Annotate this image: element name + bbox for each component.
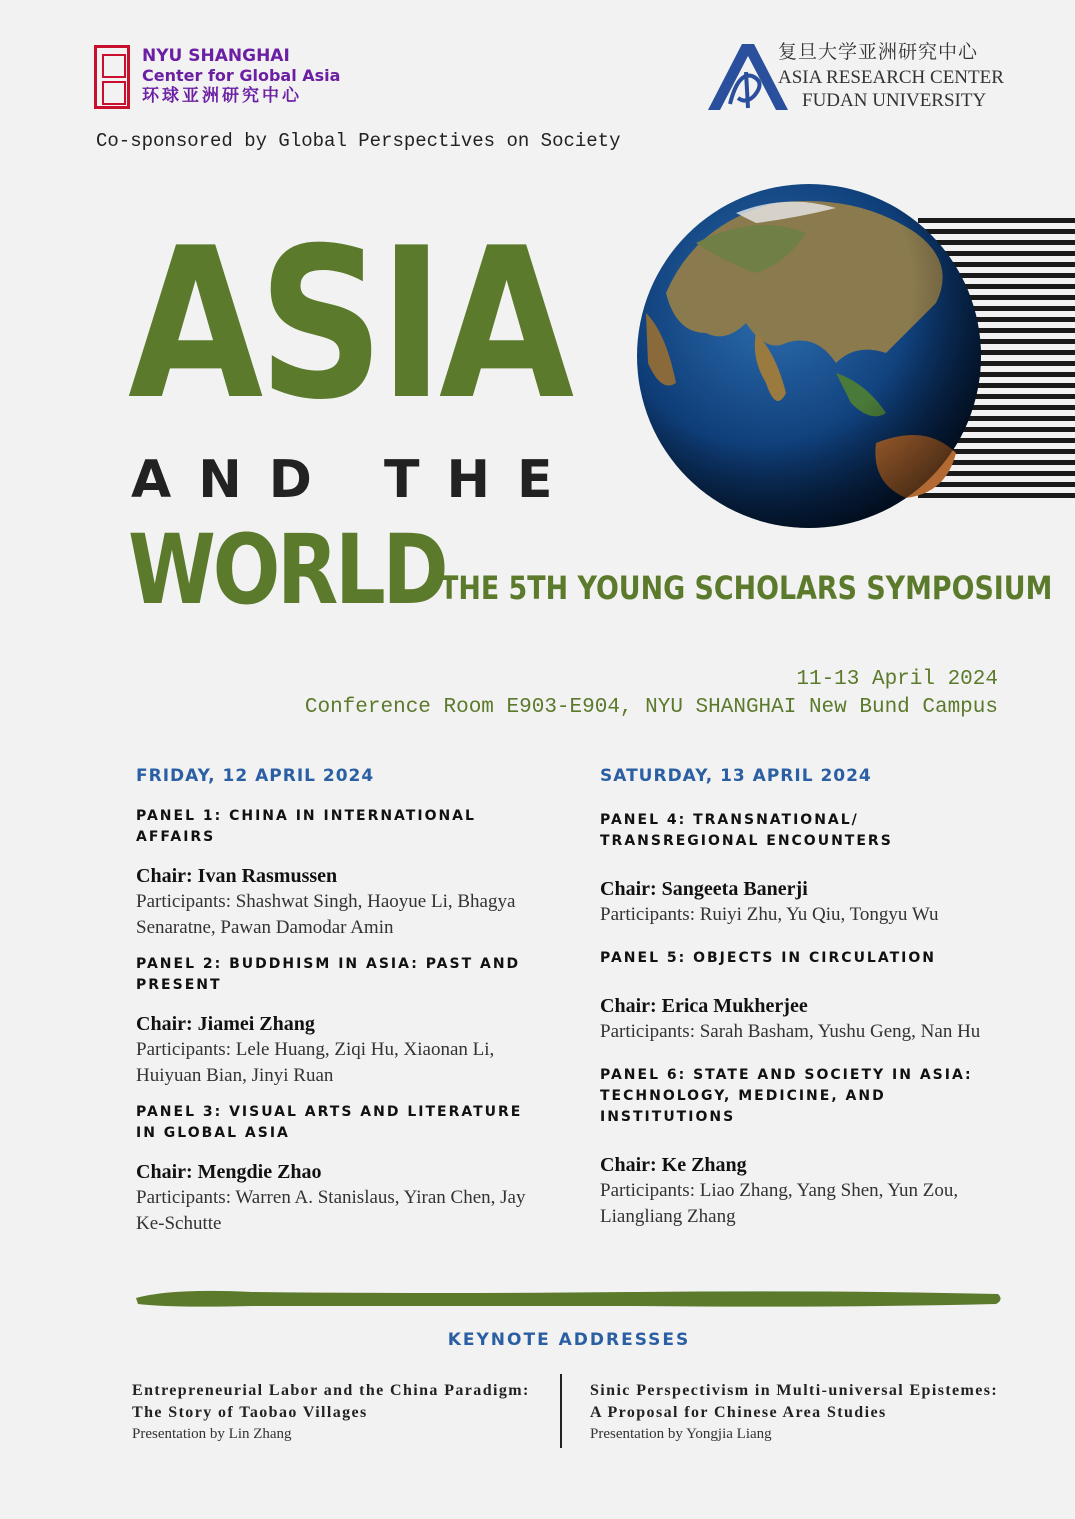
panel-title: PANEL 5: OBJECTS IN CIRCULATION bbox=[600, 950, 936, 966]
panel-chair: Chair: Sangeeta Banerji bbox=[600, 878, 808, 900]
panel-chair: Chair: Erica Mukherjee bbox=[600, 995, 808, 1017]
panel-title: PANEL 3: VISUAL ARTS AND LITERATURE IN GLOBAL ASIA bbox=[136, 1104, 523, 1141]
friday-schedule bbox=[136, 766, 536, 1237]
event-dates: 11-13 April 2024 bbox=[796, 668, 998, 691]
panel-participants: Participants: Shashwat Singh, Haoyue Li, Bhagya Senaratne, Pawan Damodar Amin bbox=[136, 891, 516, 938]
keynote-heading: KEYNOTE ADDRESSES bbox=[447, 1330, 691, 1350]
panel-title: PANEL 1: CHINA IN INTERNATIONAL AFFAIRS bbox=[136, 808, 476, 845]
symposium-subtitle: THE 5TH YOUNG SCHOLARS SYMPOSIUM bbox=[440, 569, 1053, 607]
friday-heading: FRIDAY, 12 APRIL 2024 bbox=[136, 766, 375, 786]
panel-chair: Chair: Mengdie Zhao bbox=[136, 1161, 322, 1183]
saturday-schedule bbox=[600, 766, 1000, 1230]
nyu-name: NYU SHANGHAI bbox=[142, 46, 290, 66]
saturday-heading: SATURDAY, 13 APRIL 2024 bbox=[600, 766, 872, 786]
panel-participants: Participants: Sarah Basham, Yushu Geng, Nan Hu bbox=[600, 1021, 981, 1042]
brush-stroke-divider bbox=[132, 1282, 1004, 1312]
earth-globe-image bbox=[636, 183, 982, 529]
fudan-chinese-name: 复旦大学亚洲研究中心 bbox=[778, 42, 979, 63]
keynote-item bbox=[590, 1380, 1010, 1444]
keynote-presenter: Presentation by Yongjia Liang bbox=[590, 1426, 772, 1442]
event-venue: Conference Room E903-E904, NYU SHANGHAI New Bund Campus bbox=[304, 696, 998, 719]
panel-title: PANEL 4: TRANSNATIONAL/ TRANSREGIONAL ENCOUNTERS bbox=[600, 812, 893, 849]
title-and-the: AND THE bbox=[131, 450, 580, 510]
panel-participants: Participants: Lele Huang, Ziqi Hu, Xiaonan Li, Huiyuan Bian, Jinyi Ruan bbox=[136, 1039, 495, 1086]
event-info bbox=[305, 666, 998, 722]
nyu-shanghai-logo-text bbox=[142, 46, 340, 107]
keynote-presenter: Presentation by Lin Zhang bbox=[132, 1426, 292, 1442]
keynote-title: Entrepreneurial Labor and the China Paradigm: The Story of Taobao Villages bbox=[132, 1382, 530, 1421]
keynote-item bbox=[132, 1380, 552, 1444]
title-asia: ASIA bbox=[128, 204, 570, 446]
title-world: WORLD bbox=[128, 514, 446, 626]
fudan-logo-text bbox=[778, 40, 1004, 112]
fudan-center-name: ASIA RESEARCH CENTER bbox=[778, 67, 1004, 88]
panel-title: PANEL 6: STATE AND SOCIETY IN ASIA: TECHNOLOGY, MEDICINE, AND INSTITUTIONS bbox=[600, 1067, 973, 1125]
keynote-title: Sinic Perspectivism in Multi-universal Epistemes: A Proposal for Chinese Area Studies bbox=[590, 1382, 999, 1421]
panel-title: PANEL 2: BUDDHISM IN ASIA: PAST AND PRESENT bbox=[136, 956, 521, 993]
nyu-center-name: Center for Global Asia bbox=[142, 66, 341, 85]
cosponsor-line: Co-sponsored by Global Perspectives on Society bbox=[96, 130, 621, 152]
panel-participants: Participants: Liao Zhang, Yang Shen, Yun Zou, Liangliang Zhang bbox=[600, 1180, 959, 1227]
panel-chair: Chair: Ke Zhang bbox=[600, 1154, 747, 1176]
nyu-center-chinese: 环球亚洲研究中心 bbox=[142, 86, 302, 106]
panel-chair: Chair: Ivan Rasmussen bbox=[136, 865, 338, 887]
fudan-university-name: FUDAN UNIVERSITY bbox=[802, 90, 987, 111]
panel-participants: Participants: Ruiyi Zhu, Yu Qiu, Tongyu Wu bbox=[600, 904, 939, 925]
panel-chair: Chair: Jiamei Zhang bbox=[136, 1013, 315, 1035]
keynote-divider bbox=[560, 1374, 562, 1448]
nyu-seal-logo bbox=[94, 45, 130, 109]
panel-participants: Participants: Warren A. Stanislaus, Yiran Chen, Jay Ke-Schutte bbox=[136, 1187, 526, 1234]
fudan-arc-logo bbox=[708, 42, 788, 110]
